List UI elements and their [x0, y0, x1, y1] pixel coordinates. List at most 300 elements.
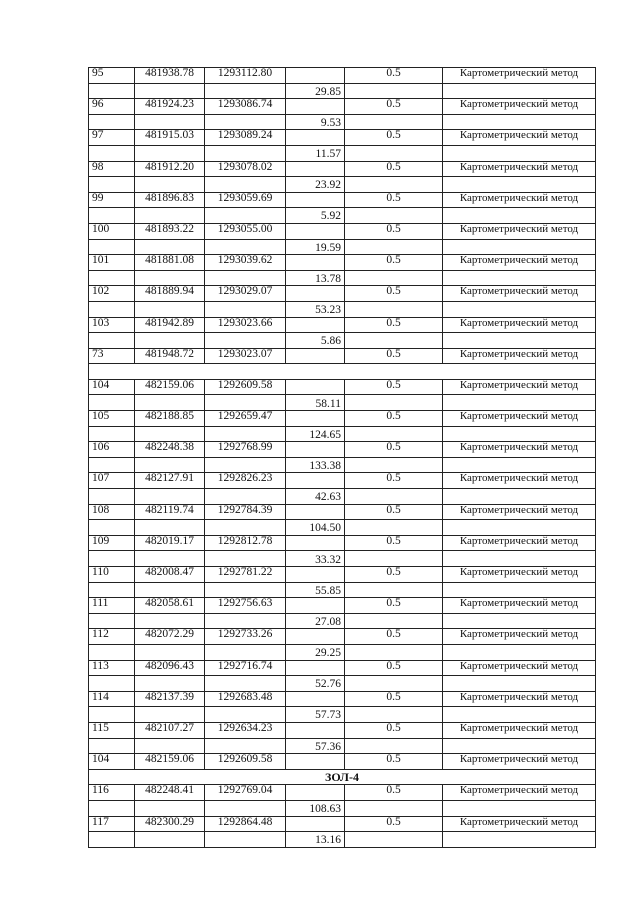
accuracy-value: 0.5 [345, 255, 443, 271]
distance-value: 19.59 [286, 239, 345, 255]
method-text: Картометрический метод [443, 535, 596, 551]
distance-value: 57.73 [286, 707, 345, 723]
empty-cell [205, 270, 286, 286]
distance-value: 52.76 [286, 676, 345, 692]
empty-cell [205, 333, 286, 349]
point-row [89, 317, 596, 333]
distance-value: 27.08 [286, 613, 345, 629]
empty-cell [205, 114, 286, 130]
point-row [89, 660, 596, 676]
accuracy-value: 0.5 [345, 411, 443, 427]
empty-cell [135, 208, 205, 224]
empty-cell [89, 395, 135, 411]
distance-row [89, 208, 596, 224]
empty-cell [286, 442, 345, 458]
coord-x: 482159.06 [135, 754, 205, 770]
empty-cell [345, 395, 443, 411]
empty-cell [286, 567, 345, 583]
empty-cell [443, 800, 596, 816]
empty-cell [286, 130, 345, 146]
accuracy-value: 0.5 [345, 192, 443, 208]
empty-cell [443, 239, 596, 255]
empty-cell [345, 239, 443, 255]
empty-cell [89, 239, 135, 255]
point-number: 105 [89, 411, 135, 427]
coord-y: 1293059.69 [205, 192, 286, 208]
distance-value: 5.86 [286, 333, 345, 349]
coord-x: 482019.17 [135, 535, 205, 551]
point-row [89, 411, 596, 427]
empty-cell [345, 800, 443, 816]
coord-x: 482300.29 [135, 816, 205, 832]
method-text: Картометрический метод [443, 754, 596, 770]
empty-cell [443, 520, 596, 536]
method-text: Картометрический метод [443, 504, 596, 520]
empty-cell [443, 582, 596, 598]
coord-x: 482159.06 [135, 379, 205, 395]
empty-cell [443, 707, 596, 723]
accuracy-value: 0.5 [345, 379, 443, 395]
coord-x: 482058.61 [135, 598, 205, 614]
point-row [89, 473, 596, 489]
distance-row [89, 239, 596, 255]
point-row [89, 192, 596, 208]
distance-value: 55.85 [286, 582, 345, 598]
method-text: Картометрический метод [443, 816, 596, 832]
empty-cell [89, 582, 135, 598]
accuracy-value: 0.5 [345, 130, 443, 146]
distance-row [89, 738, 596, 754]
distance-value: 57.36 [286, 738, 345, 754]
empty-cell [345, 177, 443, 193]
distance-value: 53.23 [286, 301, 345, 317]
empty-cell [135, 177, 205, 193]
empty-cell [443, 83, 596, 99]
empty-cell [345, 489, 443, 505]
empty-cell [135, 457, 205, 473]
empty-cell [345, 208, 443, 224]
point-number: 113 [89, 660, 135, 676]
distance-value: 124.65 [286, 426, 345, 442]
accuracy-value: 0.5 [345, 317, 443, 333]
method-text: Картометрический метод [443, 255, 596, 271]
point-row [89, 504, 596, 520]
empty-cell [205, 489, 286, 505]
empty-cell [135, 520, 205, 536]
empty-cell [89, 832, 135, 848]
empty-cell [89, 114, 135, 130]
coord-x: 481938.78 [135, 68, 205, 84]
empty-cell [135, 644, 205, 660]
empty-cell [205, 707, 286, 723]
point-number: 117 [89, 816, 135, 832]
point-number: 109 [89, 535, 135, 551]
coord-y: 1292609.58 [205, 379, 286, 395]
empty-cell [286, 348, 345, 364]
point-number: 104 [89, 379, 135, 395]
group-3-body [89, 785, 596, 847]
empty-cell [205, 613, 286, 629]
empty-cell [205, 644, 286, 660]
empty-cell [286, 504, 345, 520]
empty-cell [345, 145, 443, 161]
distance-value: 29.25 [286, 644, 345, 660]
accuracy-value: 0.5 [345, 99, 443, 115]
coord-x: 482119.74 [135, 504, 205, 520]
empty-cell [286, 192, 345, 208]
accuracy-value: 0.5 [345, 223, 443, 239]
empty-cell [286, 535, 345, 551]
distance-row [89, 83, 596, 99]
empty-cell [345, 520, 443, 536]
point-row [89, 629, 596, 645]
empty-cell [286, 816, 345, 832]
accuracy-value: 0.5 [345, 629, 443, 645]
distance-value: 5.92 [286, 208, 345, 224]
coord-y: 1293089.24 [205, 130, 286, 146]
distance-row [89, 613, 596, 629]
accuracy-value: 0.5 [345, 504, 443, 520]
empty-cell [89, 301, 135, 317]
empty-cell [345, 457, 443, 473]
point-number: 103 [89, 317, 135, 333]
empty-cell [135, 83, 205, 99]
empty-cell [286, 68, 345, 84]
coord-y: 1293039.62 [205, 255, 286, 271]
point-number: 114 [89, 691, 135, 707]
accuracy-value: 0.5 [345, 691, 443, 707]
distance-row [89, 114, 596, 130]
point-number: 112 [89, 629, 135, 645]
empty-cell [89, 489, 135, 505]
empty-cell [286, 722, 345, 738]
empty-cell [89, 613, 135, 629]
empty-cell [89, 800, 135, 816]
empty-cell [89, 738, 135, 754]
empty-cell [89, 333, 135, 349]
point-row [89, 442, 596, 458]
accuracy-value: 0.5 [345, 161, 443, 177]
empty-cell [345, 738, 443, 754]
empty-cell [205, 457, 286, 473]
empty-cell [345, 83, 443, 99]
method-text: Картометрический метод [443, 785, 596, 801]
method-text: Картометрический метод [443, 629, 596, 645]
method-text: Картометрический метод [443, 223, 596, 239]
empty-cell [135, 333, 205, 349]
empty-cell [443, 551, 596, 567]
empty-cell [345, 270, 443, 286]
empty-cell [286, 691, 345, 707]
section-header [89, 769, 596, 785]
point-number: 115 [89, 722, 135, 738]
empty-cell [135, 114, 205, 130]
coord-y: 1292769.04 [205, 785, 286, 801]
empty-cell [89, 520, 135, 536]
empty-cell [89, 707, 135, 723]
point-number: 98 [89, 161, 135, 177]
coord-y: 1293055.00 [205, 223, 286, 239]
point-number: 101 [89, 255, 135, 271]
empty-cell [205, 551, 286, 567]
empty-cell [345, 707, 443, 723]
coord-y: 1292768.99 [205, 442, 286, 458]
empty-cell [345, 832, 443, 848]
point-row [89, 223, 596, 239]
empty-cell [345, 551, 443, 567]
coordinates-table [88, 67, 596, 848]
distance-value: 133.38 [286, 457, 345, 473]
distance-row [89, 520, 596, 536]
empty-cell [89, 676, 135, 692]
distance-row [89, 395, 596, 411]
empty-cell [135, 551, 205, 567]
empty-cell [89, 644, 135, 660]
accuracy-value: 0.5 [345, 68, 443, 84]
method-text: Картометрический метод [443, 722, 596, 738]
distance-value: 58.11 [286, 395, 345, 411]
method-text: Картометрический метод [443, 99, 596, 115]
empty-cell [89, 270, 135, 286]
accuracy-value: 0.5 [345, 348, 443, 364]
empty-cell [443, 457, 596, 473]
point-number: 99 [89, 192, 135, 208]
point-row [89, 567, 596, 583]
distance-value: 42.63 [286, 489, 345, 505]
coord-x: 482072.29 [135, 629, 205, 645]
coord-y: 1292781.22 [205, 567, 286, 583]
distance-row [89, 177, 596, 193]
empty-cell [89, 551, 135, 567]
point-row [89, 379, 596, 395]
point-row [89, 68, 596, 84]
coord-x: 482248.38 [135, 442, 205, 458]
point-number: 111 [89, 598, 135, 614]
accuracy-value: 0.5 [345, 286, 443, 302]
empty-cell [135, 489, 205, 505]
coord-y: 1292756.63 [205, 598, 286, 614]
distance-row [89, 800, 596, 816]
coord-y: 1293086.74 [205, 99, 286, 115]
distance-row [89, 489, 596, 505]
empty-cell [286, 629, 345, 645]
coord-x: 482137.39 [135, 691, 205, 707]
point-number: 116 [89, 785, 135, 801]
distance-row [89, 426, 596, 442]
empty-cell [286, 317, 345, 333]
empty-cell [286, 99, 345, 115]
empty-cell [89, 457, 135, 473]
empty-cell [135, 301, 205, 317]
empty-cell [286, 379, 345, 395]
distance-value: 13.16 [286, 832, 345, 848]
empty-cell [205, 177, 286, 193]
empty-cell [286, 785, 345, 801]
distance-value: 29.85 [286, 83, 345, 99]
method-text: Картометрический метод [443, 598, 596, 614]
empty-cell [286, 660, 345, 676]
point-number: 108 [89, 504, 135, 520]
empty-cell [286, 255, 345, 271]
distance-value: 11.57 [286, 145, 345, 161]
coord-y: 1292812.78 [205, 535, 286, 551]
point-row [89, 255, 596, 271]
coord-x: 481948.72 [135, 348, 205, 364]
point-number: 110 [89, 567, 135, 583]
empty-cell [345, 333, 443, 349]
method-text: Картометрический метод [443, 130, 596, 146]
point-row [89, 348, 596, 364]
point-row [89, 691, 596, 707]
method-text: Картометрический метод [443, 411, 596, 427]
point-number: 73 [89, 348, 135, 364]
distance-row [89, 145, 596, 161]
method-text: Картометрический метод [443, 161, 596, 177]
coord-y: 1292826.23 [205, 473, 286, 489]
empty-cell [443, 832, 596, 848]
method-text: Картометрический метод [443, 442, 596, 458]
point-row [89, 535, 596, 551]
point-number: 102 [89, 286, 135, 302]
empty-cell [443, 738, 596, 754]
empty-cell [205, 582, 286, 598]
coord-y: 1292609.58 [205, 754, 286, 770]
point-row [89, 754, 596, 770]
coord-y: 1292733.26 [205, 629, 286, 645]
section-row [89, 769, 596, 785]
distance-row [89, 551, 596, 567]
empty-cell [135, 832, 205, 848]
distance-value: 104.50 [286, 520, 345, 536]
accuracy-value: 0.5 [345, 785, 443, 801]
coord-y: 1293029.07 [205, 286, 286, 302]
coord-y: 1292634.23 [205, 722, 286, 738]
empty-cell [443, 644, 596, 660]
coord-y: 1292716.74 [205, 660, 286, 676]
empty-cell [443, 145, 596, 161]
empty-cell [443, 676, 596, 692]
method-text: Картометрический метод [443, 317, 596, 333]
empty-cell [345, 301, 443, 317]
accuracy-value: 0.5 [345, 598, 443, 614]
empty-cell [205, 239, 286, 255]
empty-cell [89, 177, 135, 193]
method-text: Картометрический метод [443, 286, 596, 302]
empty-cell [135, 707, 205, 723]
empty-cell [135, 738, 205, 754]
coord-x: 482096.43 [135, 660, 205, 676]
distance-row [89, 676, 596, 692]
method-text: Картометрический метод [443, 691, 596, 707]
empty-cell [89, 426, 135, 442]
coord-x: 481912.20 [135, 161, 205, 177]
empty-cell [443, 114, 596, 130]
empty-cell [135, 426, 205, 442]
empty-cell [135, 613, 205, 629]
empty-cell [443, 613, 596, 629]
coord-y: 1293023.07 [205, 348, 286, 364]
point-row [89, 598, 596, 614]
coord-x: 481893.22 [135, 223, 205, 239]
empty-cell [443, 301, 596, 317]
method-text: Картометрический метод [443, 660, 596, 676]
empty-cell [135, 395, 205, 411]
empty-cell [205, 301, 286, 317]
empty-cell [135, 800, 205, 816]
empty-cell [443, 177, 596, 193]
method-text: Картометрический метод [443, 348, 596, 364]
method-text: Картометрический метод [443, 192, 596, 208]
empty-cell [286, 286, 345, 302]
empty-cell [205, 676, 286, 692]
empty-cell [345, 114, 443, 130]
empty-cell [345, 426, 443, 442]
empty-cell [345, 613, 443, 629]
point-number: 95 [89, 68, 135, 84]
distance-row [89, 832, 596, 848]
coord-y: 1293112.80 [205, 68, 286, 84]
coord-x: 482107.27 [135, 722, 205, 738]
point-number: 97 [89, 130, 135, 146]
distance-value: 33.32 [286, 551, 345, 567]
empty-cell [205, 426, 286, 442]
section-title: ЗОЛ-4 [89, 769, 596, 785]
blank-separator [89, 364, 596, 380]
distance-row [89, 333, 596, 349]
coord-x: 481942.89 [135, 317, 205, 333]
empty-cell [286, 411, 345, 427]
group-1-body [89, 68, 596, 364]
group-2-body [89, 379, 596, 769]
empty-cell [135, 270, 205, 286]
blank-row [89, 364, 596, 380]
empty-cell [89, 83, 135, 99]
coord-x: 482008.47 [135, 567, 205, 583]
distance-value: 13.78 [286, 270, 345, 286]
point-row [89, 130, 596, 146]
distance-row [89, 644, 596, 660]
method-text: Картометрический метод [443, 567, 596, 583]
empty-cell [443, 333, 596, 349]
coord-x: 482127.91 [135, 473, 205, 489]
empty-cell [286, 598, 345, 614]
empty-cell [89, 208, 135, 224]
empty-cell [443, 426, 596, 442]
empty-cell [89, 145, 135, 161]
distance-row [89, 301, 596, 317]
empty-cell [286, 161, 345, 177]
point-row [89, 99, 596, 115]
coord-y: 1292659.47 [205, 411, 286, 427]
empty-cell [205, 145, 286, 161]
distance-value: 9.53 [286, 114, 345, 130]
coord-y: 1293078.02 [205, 161, 286, 177]
empty-cell [205, 83, 286, 99]
method-text: Картометрический метод [443, 68, 596, 84]
accuracy-value: 0.5 [345, 816, 443, 832]
coord-y: 1292864.48 [205, 816, 286, 832]
distance-row [89, 270, 596, 286]
coord-x: 481924.23 [135, 99, 205, 115]
empty-cell [135, 582, 205, 598]
point-row [89, 286, 596, 302]
point-number: 100 [89, 223, 135, 239]
coord-x: 481915.03 [135, 130, 205, 146]
distance-row [89, 707, 596, 723]
empty-cell [205, 395, 286, 411]
distance-value: 23.92 [286, 177, 345, 193]
point-row [89, 161, 596, 177]
